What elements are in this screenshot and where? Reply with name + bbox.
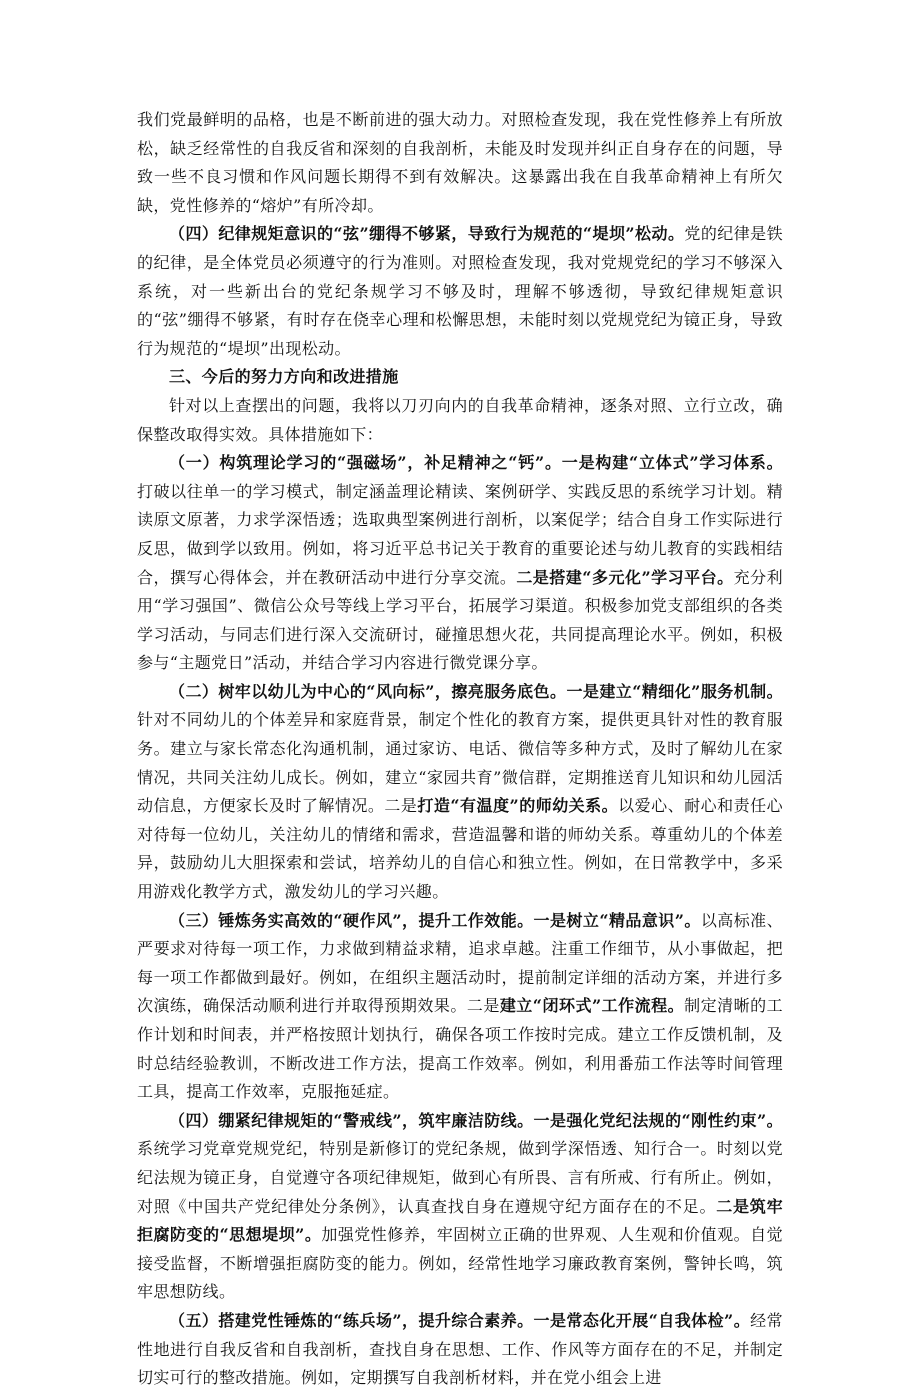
paragraph-text: 系统学习党章党规党纪，特别是新修订的党纪条规，做到学深悟透、知行合一。时刻以党纪法规为镜正身，自觉遵守各项纪律规矩，做到心有所畏、言有所戒、行有所止。例如，对照《中国共产党纪律处分条例》，认真查找自身在遵规守纪方面存在的不足。 — [137, 1139, 783, 1216]
paragraph-text: 制定清晰的工作计划和时间表，并严格按照计划执行，确保各项工作按时完成。建立工作反馈机制，及时总结经验教训，不断改进工作方法，提高工作效率。例如，利用番茄工作法等时间管理工具，提高工作效率，克服拖延症。 — [137, 996, 783, 1102]
paragraph-bold-sub: 二是搭建“多元化”学习平台。 — [516, 567, 734, 587]
paragraph-text: 我们党最鲜明的品格，也是不断前进的强大动力。对照检查发现，我在党性修养上有所放松，缺乏经常性的自我反省和深刻的自我剖析，未能及时发现并纠正自身存在的问题，导致一些不良习惯和作风问题长期得不到有效解决。这暴露出我在自我革命精神上有所欠缺，党性修养的“熔炉”有所冷却。 — [137, 110, 783, 215]
paragraph-measure-3 — [137, 907, 783, 1107]
paragraph-bold-lead: （三）锤炼务实高效的“硬作风”，提升工作效能。一是树立“精品意识”。 — [169, 910, 701, 930]
paragraph-text: 经常性地进行自我反省和自我剖析，查找自身在思想、工作、作风等方面存在的不足，并制定切实可行的整改措施。例如，定期撰写自我剖析材料，并在党小组会上进 — [137, 1310, 783, 1388]
paragraph-discipline-issue — [137, 220, 783, 363]
paragraph-measure-2 — [137, 678, 783, 907]
paragraph-text: 针对不同幼儿的个体差异和家庭背景，制定个性化的教育方案，提供更具针对性的教育服务。建立与家长常态化沟通机制，通过家访、电话、微信等多种方式，及时了解幼儿在家情况，共同关注幼儿成长。例如，建立“家园共育”微信群，定期推送育儿知识和幼儿园活动信息，方便家长及时了解情况。二是 — [137, 710, 783, 816]
paragraph-text: 充分利用“学习强国”、微信公众号等线上学习平台，拓展学习渠道。积极参加党支部组织的各类学习活动，与同志们进行深入交流研讨，碰撞思想火花，共同提高理论水平。例如，积极参与“主题党日”活动，并结合学习内容进行微党课分享。 — [137, 567, 783, 673]
paragraph-bold-lead: （四）纪律规矩意识的“弦”绷得不够紧，导致行为规范的“堤坝”松动。 — [169, 224, 685, 244]
paragraph-text: 以高标准、严要求对待每一项工作，力求做到精益求精，追求卓越。注重工作细节，从小事做起，把每一项工作都做到最好。例如，在组织主题活动时，提前制定详细的活动方案，并进行多次演练，确保活动顺利进行并取得预期效果。二是 — [137, 910, 783, 1016]
paragraph-measure-5 — [137, 1307, 783, 1393]
paragraph-bold-lead: （二）树牢以幼儿为中心的“风向标”，擦亮服务底色。一是建立“精细化”服务机制。 — [169, 681, 783, 701]
paragraph-measure-4 — [137, 1107, 783, 1307]
paragraph-bold-sub: 二是筑牢拒腐防变的“思想堤坝”。 — [137, 1196, 783, 1245]
paragraph-text: 针对以上查摆出的问题，我将以刀刃向内的自我革命精神，逐条对照、立行立改，确保整改取得实效。具体措施如下： — [137, 395, 783, 444]
paragraph-bold-lead: （五）搭建党性锤炼的“练兵场”，提升综合素养。一是常态化开展“自我体检”。 — [169, 1310, 751, 1330]
paragraph-continuation — [137, 106, 783, 220]
paragraph-bold-lead: （一）构筑理论学习的“强磁场”，补足精神之“钙”。一是构建“立体式”学习体系。 — [169, 453, 783, 473]
paragraph-text: 加强党性修养，牢固树立正确的世界观、人生观和价值观。自觉接受监督，不断增强拒腐防变的能力。例如，经常性地学习廉政教育案例，警钟长鸣，筑牢思想防线。 — [137, 1225, 783, 1302]
document-page — [137, 106, 783, 1393]
paragraph-bold-lead: （四）绷紧纪律规矩的“警戒线”，筑牢廉洁防线。一是强化党纪法规的“刚性约束”。 — [169, 1110, 783, 1130]
paragraph-text: 以爱心、耐心和责任心对待每一位幼儿，关注幼儿的情绪和需求，营造温馨和谐的师幼关系。尊重幼儿的个体差异，鼓励幼儿大胆探索和尝试，培养幼儿的自信心和独立性。例如，在日常教学中，多采用游戏化教学方式，激发幼儿的学习兴趣。 — [137, 796, 783, 902]
paragraph-intro — [137, 392, 783, 449]
paragraph-text: 党的纪律是铁的纪律，是全体党员必须遵守的行为准则。对照检查发现，我对党规党纪的学习不够深入系统，对一些新出台的党纪条规学习不够及时，理解不够透彻，导致纪律规矩意识的“弦”绷得不够紧，有时存在侥幸心理和松懈思想，未能时刻以党规党纪为镜正身，导致行为规范的“堤坝”出现松动。 — [137, 224, 783, 358]
paragraph-bold-sub: 建立“闭环式”工作流程。 — [499, 996, 685, 1016]
section-heading: 三、今后的努力方向和改进措施 — [169, 367, 399, 387]
paragraph-bold-sub: 打造“有温度”的师幼关系。 — [417, 796, 619, 816]
paragraph-text: 打破以往单一的学习模式，制定涵盖理论精读、案例研学、实践反思的系统学习计划。精读原文原著，力求学深悟透；选取典型案例进行剖析，以案促学；结合自身工作实际进行反思，做到学以致用。例如，将习近平总书记关于教育的重要论述与幼儿教育的实践相结合，撰写心得体会，并在教研活动中进行分享交流。 — [137, 481, 783, 587]
paragraph-measure-1 — [137, 449, 783, 678]
